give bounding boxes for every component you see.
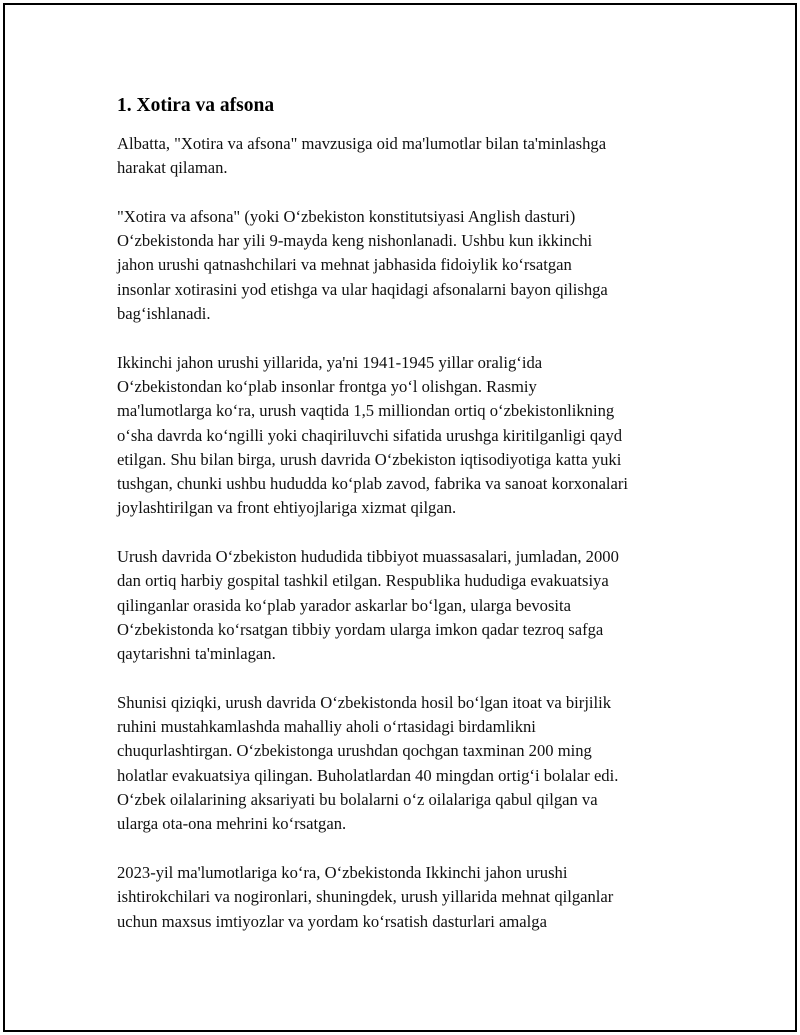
- paragraph: "Xotira va afsona" (yoki Oʻzbekiston konstitutsiyasi Anglish dasturi) Oʻzbekistonda har yili 9-mayda keng nishonlanadi. Ushbu kun ikkinchi jahon urushi qatnashchilari va mehnat jabhasida fidoiylik koʻrsatgan insonlar xotirasini yod etishga va ular haqidagi afsonalarni bayon qilishga bagʻishlanadi.: [117, 206, 608, 324]
- paragraph: Shunisi qiziqki, urush davrida Oʻzbekistonda hosil boʻlgan itoat va birjilik ruhini mustahkamlashda mahalliy aholi oʻrtasidagi birdamlikni chuqurlashtirgan. Oʻzbekistonga urushdan qochgan taxminan 200 ming holatlar evakuatsiya qilingan. Buholatlardan 40 mingdan ortigʻi bolalar edi. Oʻzbek oilalarining aksariyati bu bolalarni oʻz oilalariga qabul qilgan va ularga ota-ona mehrini koʻrsatgan.: [117, 692, 619, 834]
- paragraph: 2023-yil ma'lumotlariga koʻra, Oʻzbekistonda Ikkinchi jahon urushi ishtirokchilari va nogironlari, shuningdek, urush yillarida mehnat qilganlar uchun maxsus imtiyozlar va yordam koʻrsatish dasturlari amalga: [117, 862, 614, 931]
- paragraph: Ikkinchi jahon urushi yillarida, ya'ni 1941-1945 yillar oraligʻida Oʻzbekistondan koʻplab insonlar frontga yoʻl olishgan. Rasmiy ma'lumotlarga koʻra, urush vaqtida 1,5 milliondan ortiq oʻzbekistonlikning oʻsha davrda koʻngilli yoki chaqiriluvchi sifatida urushga kiritilganligi qayd etilgan. Shu bilan birga, urush davrida Oʻzbekiston iqtisodiyotiga katta yuki tushgan, chunki ushbu hududda koʻplab zavod, fabrika va sanoat korxonalari joylashtirilgan va front ehtiyojlariga xizmat qilgan.: [117, 352, 629, 518]
- section-heading: 1. Xotira va afsona: [117, 95, 275, 116]
- document-body: [117, 94, 707, 958]
- paragraph: Urush davrida Oʻzbekiston hududida tibbiyot muassasalari, jumladan, 2000 dan ortiq harbiy gospital tashkil etilgan. Respublika hududiga evakuatsiya qilinganlar orasida koʻplab yarador askarlar boʻlgan, ularga bevosita Oʻzbekistonda koʻrsatgan tibbiy yordam ularga imkon qadar tezroq safga qaytarishni ta'minlagan.: [117, 547, 619, 664]
- paragraph: Albatta, "Xotira va afsona" mavzusiga oid ma'lumotlar bilan ta'minlashga harakat qilaman.: [117, 134, 607, 178]
